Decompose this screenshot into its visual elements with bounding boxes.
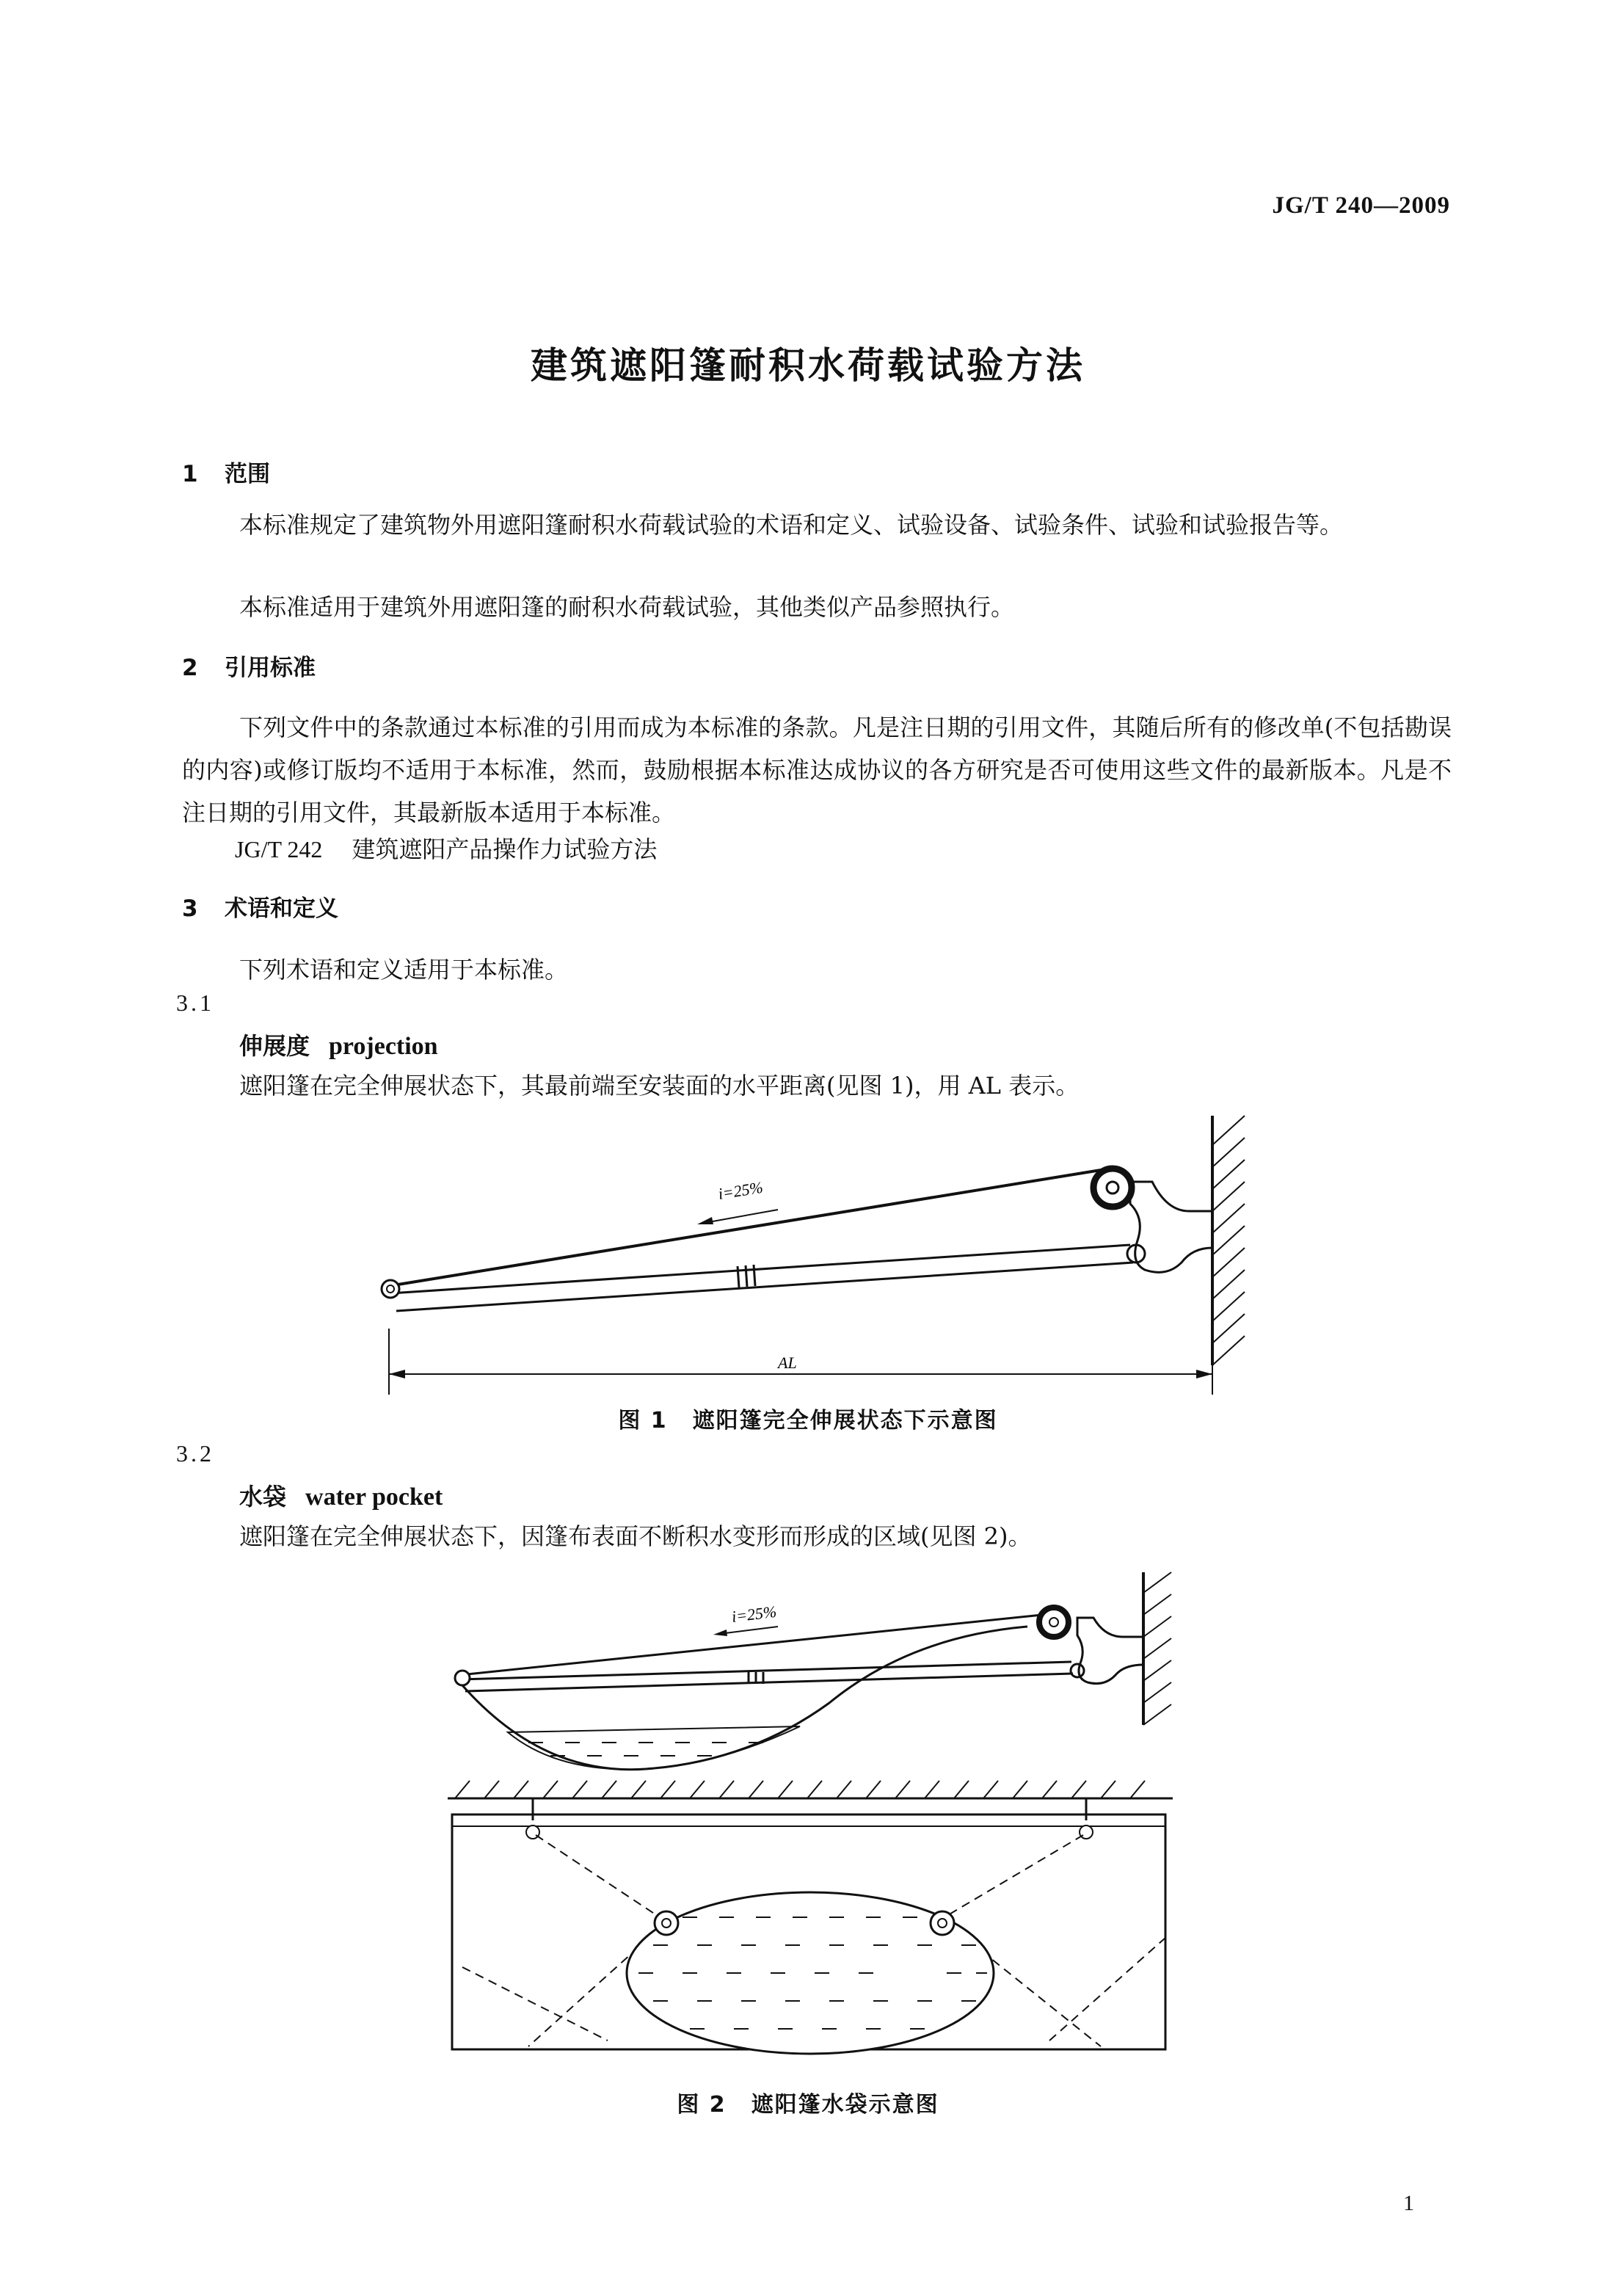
term-en: water pocket (305, 1483, 443, 1511)
standard-code: JG/T 240—2009 (1272, 192, 1450, 219)
figure-2-caption (0, 2086, 1616, 2118)
figure-1-caption (0, 1402, 1616, 1434)
figure-caption-text: 遮阳篷水袋示意图 (751, 2092, 939, 2118)
page-number: 1 (1403, 2191, 1414, 2215)
section-2-heading (182, 649, 316, 682)
figure-1-dimension-label: AL (778, 1354, 797, 1372)
term-water-pocket (239, 1478, 443, 1512)
document-title: 建筑遮阳篷耐积水荷载试验方法 (531, 344, 1085, 387)
figure-caption-text: 遮阳篷完全伸展状态下示意图 (692, 1408, 998, 1434)
figure-label: 图 2 (677, 2092, 727, 2118)
term-projection (239, 1028, 438, 1061)
reference-entry (235, 831, 657, 865)
reference-title: 建筑遮阳产品操作力试验方法 (352, 835, 658, 863)
section-2-paragraph: 下列文件中的条款通过本标准的引用而成为本标准的条款。凡是注日期的引用文件，其随后所有的修改单(不包括勘误的内容)或修订版均不适用于本标准，然而，鼓励根据本标准达成协议的各方研究是否可使用这些文件的最新版本。凡是不注日期的引用文件，其最新版本适用于本标准。 (182, 713, 1452, 827)
term-zh: 水袋 (239, 1483, 287, 1511)
clause-number: 3.2 (176, 1440, 214, 1467)
figure-1-diagram (367, 1101, 1277, 1409)
reference-code: JG/T 242 (235, 836, 323, 862)
figure-2-diagram (440, 1556, 1189, 2099)
section-number: 2 (182, 655, 198, 681)
term-zh: 伸展度 (239, 1032, 310, 1060)
section-1-paragraph-1: 本标准规定了建筑物外用遮阳篷耐积水荷载试验的术语和定义、试验设备、试验条件、试验和试验报告等。 (239, 511, 1344, 539)
section-title: 术语和定义 (225, 895, 338, 922)
figure-1-slope-label: i=25% (716, 1177, 765, 1203)
section-number: 3 (182, 895, 198, 922)
figure-label: 图 1 (618, 1408, 668, 1434)
section-title: 范围 (225, 461, 270, 487)
section-1-heading (182, 455, 270, 488)
term-en: projection (329, 1033, 438, 1060)
section-number: 1 (182, 461, 198, 487)
figure-2-slope-label: i=25% (730, 1602, 778, 1626)
term-definition: 遮阳篷在完全伸展状态下，因篷布表面不断积水变形而形成的区域(见图 2)。 (239, 1522, 1032, 1550)
section-3-heading (182, 890, 338, 923)
section-1-paragraph-2: 本标准适用于建筑外用遮阳篷的耐积水荷载试验，其他类似产品参照执行。 (239, 593, 1015, 621)
section-3-intro: 下列术语和定义适用于本标准。 (239, 956, 569, 984)
clause-number: 3.1 (176, 989, 214, 1016)
section-title: 引用标准 (225, 655, 316, 681)
term-definition: 遮阳篷在完全伸展状态下，其最前端至安装面的水平距离(见图 1)，用 AL 表示。 (239, 1072, 1080, 1100)
